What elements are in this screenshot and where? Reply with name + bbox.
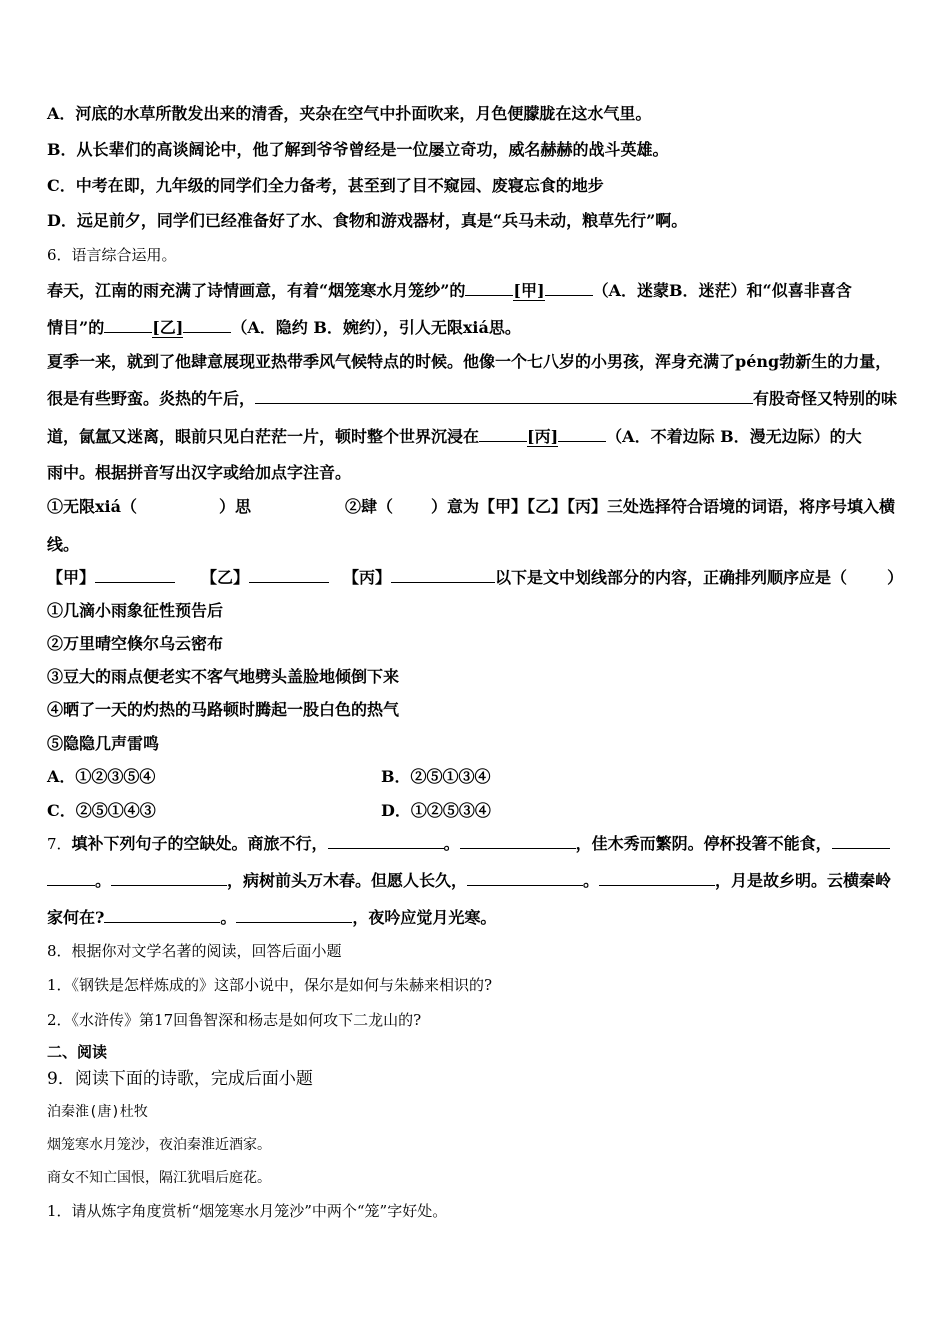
- q7-line: 。 ，病树前头万木春。但愿人长久， 。 ，月是故乡明。云横秦岭: [47, 868, 891, 891]
- section-heading: 二、阅读: [47, 1043, 108, 1061]
- q9-sub1: 1．请从炼字角度赏析“烟笼寒水月笼沙”中两个“笼”字好处。: [47, 1202, 448, 1220]
- choice-a: A．①②③⑤④: [47, 767, 156, 786]
- q6-paragraph-line: 雨中。根据拼音写出汉字或给加点字注音。: [47, 463, 352, 482]
- q6-paragraph-line: 春天，江南的雨充满了诗情画意，有着“烟笼寒水月笼纱”的 [甲] （A．迷蒙B．迷茫）和“似喜非喜含: [47, 281, 852, 300]
- poem-line: 商女不知亡国恨，隔江犹唱后庭花。: [47, 1170, 271, 1186]
- list-item: ①几滴小雨象征性预告后: [47, 601, 224, 620]
- q6-pinyin-question: ①无限xiá（ ）思 ②肆（ ）意为【甲】【乙】【丙】三处选择符合语境的词语，将序号填入横: [47, 497, 896, 516]
- q8-title: 8．根据你对文学名著的阅读，回答后面小题: [47, 942, 342, 960]
- list-item: ⑤隐隐几声雷鸣: [47, 734, 160, 753]
- poem-line: 烟笼寒水月笼沙，夜泊秦淮近酒家。: [47, 1137, 271, 1153]
- option-b: B．从长辈们的高谈阔论中，他了解到爷爷曾经是一位屡立奇功，威名赫赫的战斗英雄。: [47, 140, 669, 159]
- q8-sub1: 1．《钢铁是怎样炼成的》这部小说中，保尔是如何与朱赫来相识的?: [47, 976, 493, 994]
- option-a: A．河底的水草所散发出来的清香，夹杂在空气中扑面吹来，月色便朦胧在这水气里。: [47, 104, 652, 123]
- q7-line: 7．填补下列句子的空缺处。商旅不行， 。 ，佳木秀而繁阴。停杯投箸不能食，: [47, 831, 890, 854]
- q6-paragraph-line: 线。: [47, 535, 80, 554]
- choice-b: B．②⑤①③④: [381, 767, 491, 786]
- q7-line: 家何在? 。 ，夜吟应觉月光寒。: [47, 908, 497, 927]
- list-item: ④晒了一天的灼热的马路顿时腾起一股白色的热气: [47, 700, 400, 719]
- q6-paragraph-line: 夏季一来，就到了他肆意展现亚热带季风气候特点的时候。他像一个七八岁的小男孩，浑身充满了péng勃新生的力量，: [47, 352, 892, 371]
- q8-sub2: 2．《水浒传》第17回鲁智深和杨志是如何攻下二龙山的?: [47, 1011, 422, 1029]
- list-item: ②万里晴空倏尔乌云密布: [47, 634, 224, 653]
- option-c: C．中考在即，九年级的同学们全力备考，甚至到了目不窥园、废寝忘食的地步: [47, 176, 604, 195]
- q6-fill-line: 【甲】 【乙】 【丙】 以下是文中划线部分的内容，正确排列顺序应是（ ）: [47, 568, 904, 587]
- q6-paragraph-line: 道，氤氲又迷离，眼前只见白茫茫一片，顿时整个世界沉浸在 [丙] （A．不着边际 B．漫无边际）的大: [47, 427, 862, 446]
- option-d: D．远足前夕，同学们已经准备好了水、食物和游戏器材，真是“兵马未动，粮草先行”啊。: [47, 211, 688, 230]
- choice-c: C．②⑤①④③: [47, 801, 156, 820]
- q6-paragraph-line: 很是有些野蛮。炎热的午后， 有股奇怪又特别的味: [47, 389, 898, 408]
- choice-d: D．①②⑤③④: [381, 801, 491, 820]
- q6-paragraph-line: 情目”的 [乙] （A．隐约 B．婉约），引人无限xiá思。: [47, 318, 521, 337]
- list-item: ③豆大的雨点便老实不客气地劈头盖脸地倾倒下来: [47, 667, 400, 686]
- poem-title: 泊秦淮(唐)杜牧: [47, 1104, 148, 1120]
- q9-title: 9．阅读下面的诗歌，完成后面小题: [47, 1069, 313, 1089]
- q6-title: 6．语言综合运用。: [47, 246, 177, 264]
